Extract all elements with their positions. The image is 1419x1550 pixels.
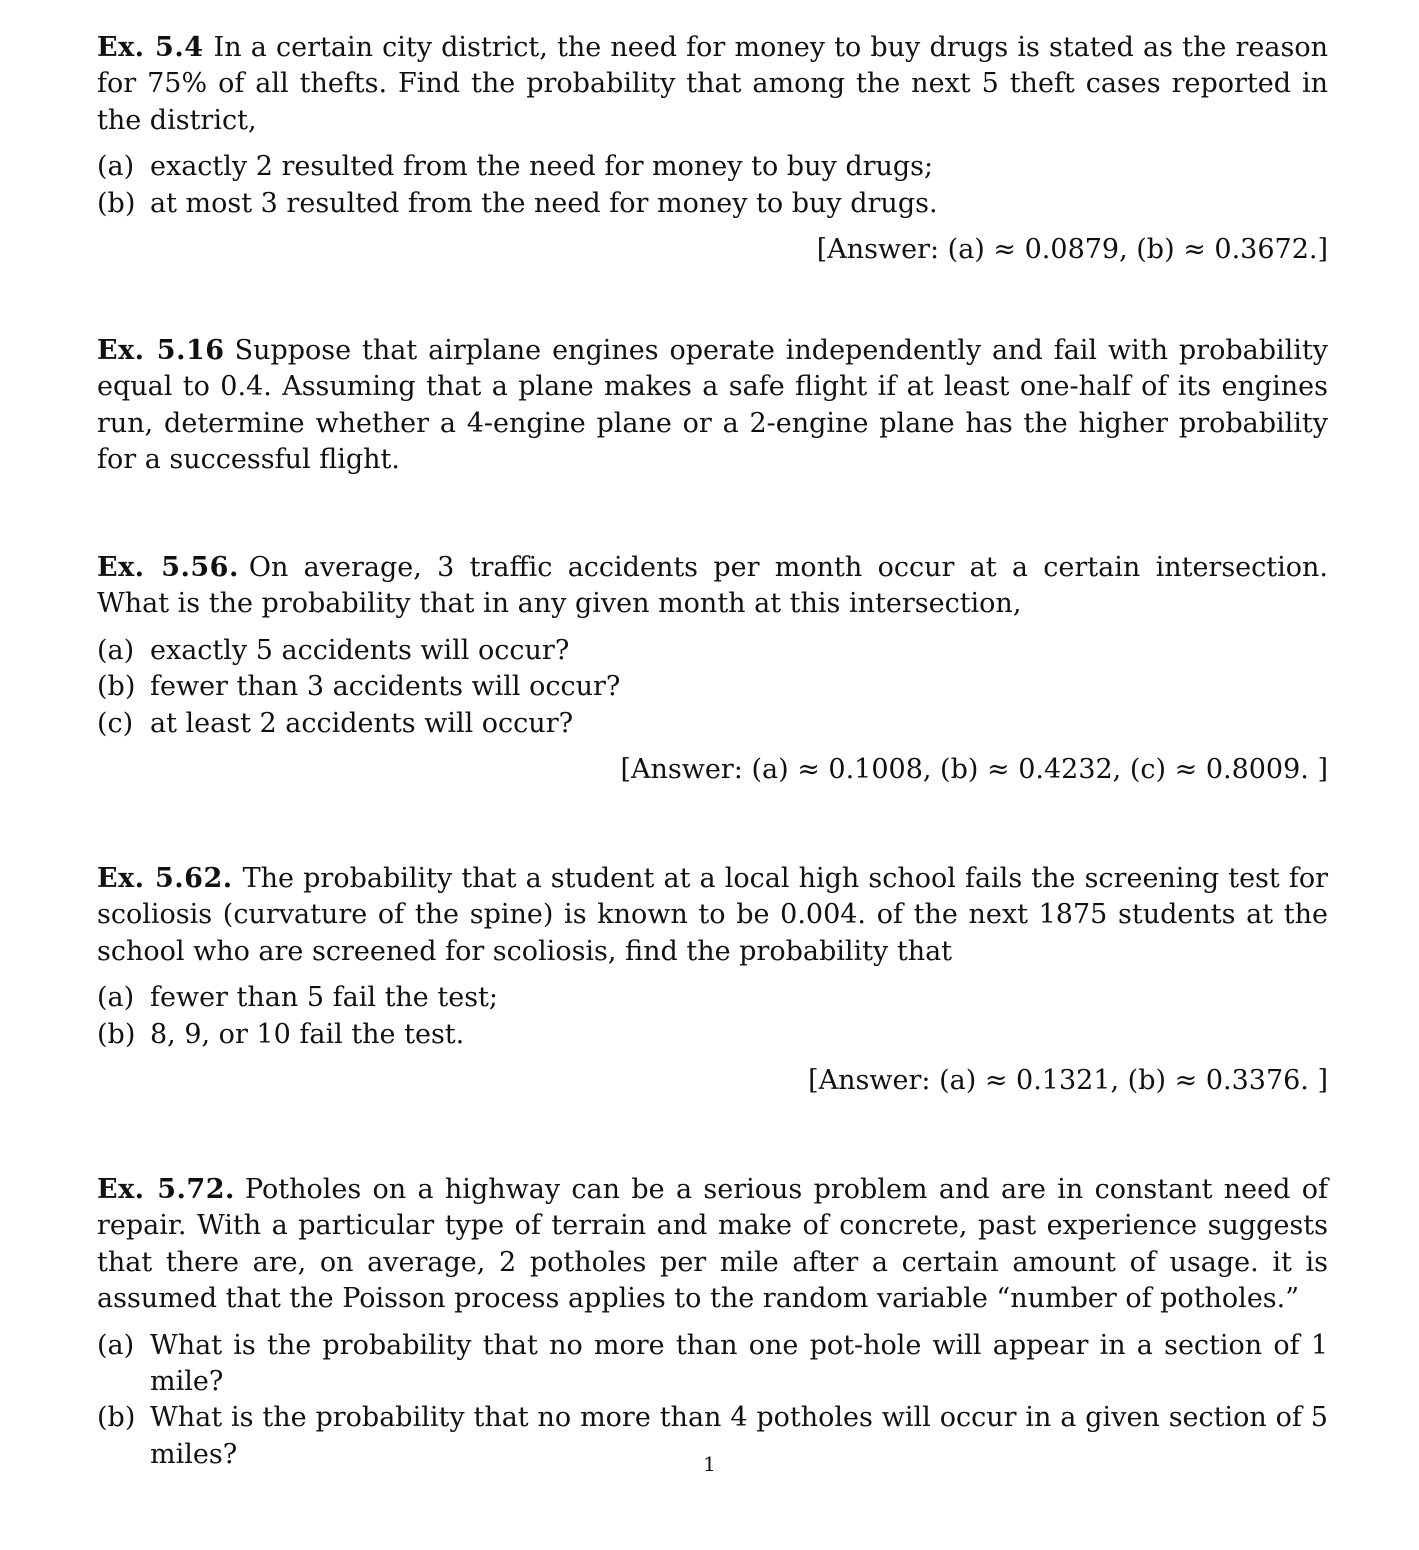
exercise-label: Ex. 5.16 — [97, 335, 225, 366]
sub-question-list — [97, 980, 1328, 1053]
sub-question — [97, 669, 1328, 705]
exercise-text: On average, 3 traffic accidents per month occur at a certain intersection. What is the probability that in any given month at this intersection, — [97, 552, 1328, 620]
exercise-5-4 — [97, 30, 1328, 333]
exercise-label: Ex. 5.4 — [97, 32, 204, 63]
sub-question — [97, 149, 1328, 185]
exercise-label: Ex. 5.62. — [97, 863, 233, 894]
exercise-text: The probability that a student at a local high school fails the screening test for scoliosis (curvature of the spine) is known to be 0.004. of the next 1875 students at the school who are screened for scoliosis, find the probability that — [97, 863, 1328, 967]
sub-question — [97, 980, 1328, 1016]
sub-question-text: fewer than 5 fail the test; — [150, 982, 498, 1014]
exercise-statement — [97, 333, 1328, 479]
sub-question-label: (b) — [97, 671, 136, 703]
exercise-5-16 — [97, 333, 1328, 550]
sub-question — [97, 186, 1328, 222]
sub-question-text: fewer than 3 accidents will occur? — [150, 671, 621, 703]
sub-question-label: (a) — [97, 634, 135, 666]
exercise-statement — [97, 861, 1328, 970]
sub-question-text: at least 2 accidents will occur? — [150, 707, 574, 739]
answer-line: [Answer: (a) ≈ 0.0879, (b) ≈ 0.3672.] — [816, 234, 1328, 266]
exercise-5-56 — [97, 550, 1328, 861]
exercise-text: Potholes on a highway can be a serious problem and are in constant need of repair. With a particular type of terrain and make of concrete, past experience suggests that there are, on average, 2 potholes per mile after a certain amount of usage. it is assumed that the Poisson process applies to the random variable “number of potholes.” — [97, 1174, 1328, 1315]
sub-question-text: at most 3 resulted from the need for money to buy drugs. — [150, 187, 938, 219]
exercise-5-72 — [97, 1172, 1328, 1470]
exercise-statement — [97, 30, 1328, 139]
sub-question-text: What is the probability that no more than 4 potholes will occur in a given section of 5 miles? — [150, 1402, 1328, 1470]
sub-question-text: 8, 9, or 10 fail the test. — [150, 1018, 465, 1050]
exercise-statement — [97, 550, 1328, 623]
sub-question-text: exactly 2 resulted from the need for money to buy drugs; — [150, 151, 934, 183]
exercise-text: Suppose that airplane engines operate independently and fail with probability equal to 0.4. Assuming that a plane makes a safe flight if at least one-half of its engines run, determine whether a 4-engine plane or a 2-engine plane has the higher probability for a successful flight. — [97, 335, 1328, 476]
sub-question-label: (a) — [97, 1329, 135, 1361]
document-page — [97, 30, 1329, 1470]
sub-question — [97, 633, 1328, 669]
sub-question-label: (b) — [97, 1402, 136, 1434]
sub-question-list — [97, 149, 1328, 222]
exercise-5-62 — [97, 861, 1328, 1172]
sub-question-label: (a) — [97, 151, 135, 183]
exercise-label: Ex. 5.72. — [97, 1174, 235, 1205]
answer-line: [Answer: (a) ≈ 0.1321, (b) ≈ 0.3376. ] — [808, 1065, 1328, 1097]
sub-question — [97, 706, 1328, 742]
sub-question-text: exactly 5 accidents will occur? — [150, 634, 570, 666]
sub-question — [97, 1328, 1328, 1401]
sub-question-label: (c) — [97, 707, 134, 739]
exercise-label: Ex. 5.56. — [97, 552, 239, 583]
sub-question-label: (b) — [97, 187, 136, 219]
answer-line: [Answer: (a) ≈ 0.1008, (b) ≈ 0.4232, (c) ≈ 0.8009. ] — [620, 754, 1328, 786]
sub-question — [97, 1017, 1328, 1053]
page-number: 1 — [703, 1452, 716, 1476]
sub-question-list — [97, 633, 1328, 742]
exercise-text: In a certain city district, the need for money to buy drugs is stated as the reason for 75% of all thefts. Find the probability that among the next 5 theft cases reported in the district, — [97, 32, 1329, 136]
sub-question-label: (b) — [97, 1018, 136, 1050]
sub-question-label: (a) — [97, 982, 135, 1014]
exercise-statement — [97, 1172, 1328, 1318]
sub-question-text: What is the probability that no more than one pot-hole will appear in a section of 1 mile? — [150, 1329, 1328, 1398]
